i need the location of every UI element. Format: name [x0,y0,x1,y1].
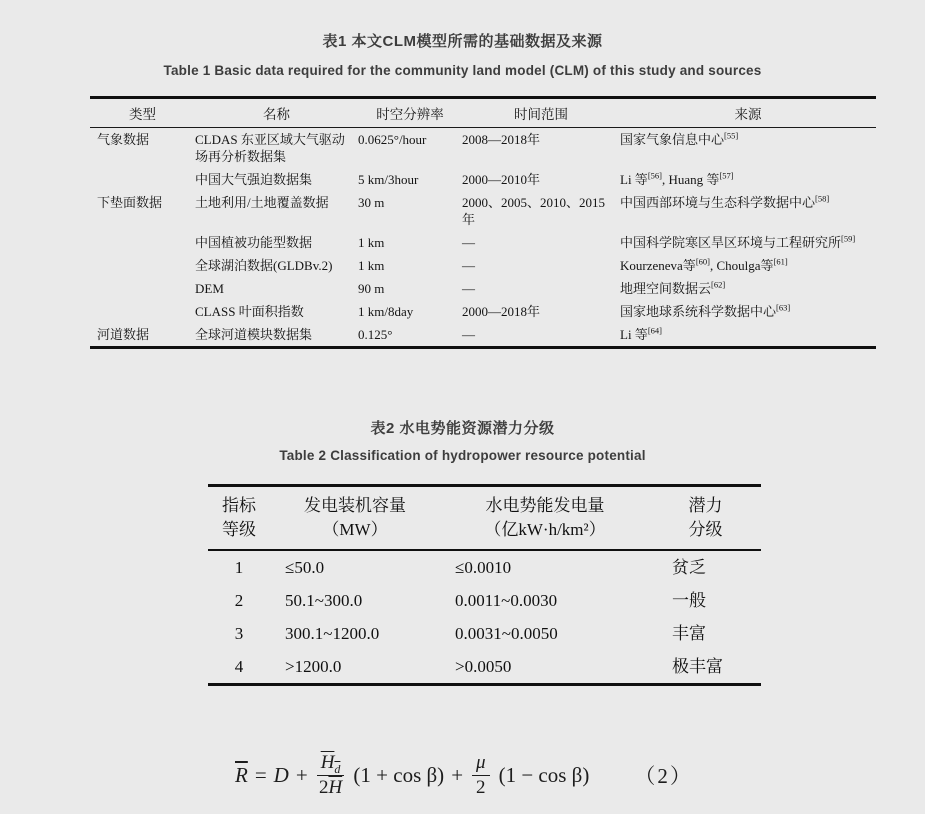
header-line-2: 等级 [222,520,256,539]
reference-marker: [55] [724,130,739,141]
cell-name: DEM [195,281,224,296]
cell-source [620,168,876,191]
cell-period: 2000、2005、2010、2015年 [462,195,606,227]
cell-source [620,323,876,348]
table-cell: ≤0.0010 [455,558,512,577]
cell-type [90,277,195,300]
table-row [90,128,876,169]
column-header: 时空分辨率 [358,98,462,128]
table-cell: 50.1~300.0 [285,591,363,610]
cell-resolution: 0.125° [358,327,393,342]
table2-header-row [208,486,761,551]
source-text: , Huang 等 [661,172,720,187]
column-header [650,486,761,551]
cell-period: — [462,258,475,273]
cell-resolution: 5 km/3hour [358,172,419,187]
header-line-2: （MW） [322,520,388,539]
equation-term-D: D [273,762,289,787]
table1-body [90,128,876,348]
table-row [90,277,876,300]
table-row [90,191,876,231]
table-cell: >0.0050 [455,657,512,676]
cell-resolution: 1 km/8day [358,304,414,319]
source-text: , Choulga等 [709,258,774,273]
table-cell: ≤50.0 [285,558,325,577]
reference-marker: [61] [773,256,788,267]
cell-source [620,254,876,277]
cell-period: — [462,281,475,296]
header-line-1: 潜力 [688,496,723,515]
table-cell: 贫乏 [672,558,706,577]
table-cell: >1200.0 [285,657,342,676]
equation-plus-2: + [451,762,464,787]
table-row [90,254,876,277]
column-header: 类型 [90,98,195,128]
fraction2-numerator: μ [472,752,490,776]
cell-source [620,128,876,169]
source-text: Kourzeneva等 [620,258,696,273]
source-text: Li 等 [620,327,648,342]
equation-plus: + [295,762,308,787]
table2-caption-zh: 表2 水电势能资源潜力分级 [370,420,555,437]
table-row [90,300,876,323]
header-line-1: 发电装机容量 [304,496,406,515]
cell-period: 2000—2010年 [462,172,541,187]
reference-marker: [56] [647,170,662,181]
cell-name: CLASS 叶面积指数 [195,304,304,319]
source-text: 中国西部环境与生态科学数据中心 [620,195,816,210]
source-text: 中国科学院寒区旱区环境与工程研究所 [620,235,842,250]
reference-marker: [59] [841,233,856,244]
header-line-2: （亿kW·h/km²） [484,520,606,539]
table-cell: 0.0031~0.0050 [455,624,558,643]
cell-type [90,254,195,277]
table1-caption-en: Table 1 Basic data required for the community land model (CLM) of this study and sources [163,63,762,78]
equation-term-2: (1 − cos β) [498,762,590,787]
cell-resolution: 1 km [358,258,385,273]
cell-period: — [462,327,475,342]
cell-type [90,300,195,323]
column-header [208,486,270,551]
reference-marker: [57] [719,170,734,181]
cell-name: 土地利用/土地覆盖数据 [195,195,329,210]
header-line-2: 分级 [688,520,723,539]
equation-2 [235,740,693,810]
table1-header [90,98,876,128]
cell-source [620,300,876,323]
reference-marker: [63] [776,302,791,313]
table-row [90,323,876,348]
cell-period: 2000—2018年 [462,304,541,319]
equation-number: （2） [634,764,693,788]
cell-type: 气象数据 [97,132,150,147]
cell-resolution: 1 km [358,235,385,250]
table-row [208,550,761,584]
cell-resolution: 0.0625°/hour [358,132,427,147]
cell-type [90,168,195,191]
reference-marker: [60] [695,256,710,267]
table-cell: 3 [234,624,244,643]
equation-term-1: (1 + cos β) [353,762,445,787]
column-header: 名称 [195,98,358,128]
equation-fraction-1 [317,752,345,799]
table1-basic-data [90,96,876,349]
table-row [90,168,876,191]
cell-period: 2008—2018年 [462,132,541,147]
table-cell: 0.0011~0.0030 [455,591,558,610]
source-text: 地理空间数据云 [620,281,712,296]
cell-name: 全球湖泊数据(GLDBv.2) [195,258,333,273]
header-line-1: 指标 [222,496,256,515]
table1-caption-zh: 表1 本文CLM模型所需的基础数据及来源 [322,33,603,50]
cell-name: 中国植被功能型数据 [195,235,313,250]
table-cell: 2 [234,591,244,610]
cell-type: 下垫面数据 [97,195,163,210]
cell-source [620,277,876,300]
equation-equals: = [254,762,267,787]
table-cell: 1 [234,558,244,577]
column-header: 时间范围 [462,98,620,128]
table-row [208,617,761,650]
column-header [440,486,650,551]
table-cell: 300.1~1200.0 [285,624,380,643]
table-cell: 丰富 [672,624,706,643]
table2-header [208,486,761,551]
cell-period: — [462,235,475,250]
fraction2-denominator: 2 [476,776,486,798]
equation-fraction-2 [472,752,490,799]
cell-type: 河道数据 [97,327,150,342]
table-cell: 极丰富 [672,657,723,676]
cell-name: 中国大气强迫数据集 [195,172,313,187]
table2-caption-en: Table 2 Classification of hydropower resource potential [279,448,646,463]
table2-body [208,550,761,685]
cell-name: 全球河道模块数据集 [195,327,313,342]
table1-header-row [90,98,876,128]
table-cell: 4 [234,657,244,676]
table-row [208,584,761,617]
cell-name: CLDAS 东亚区域大气驱动场再分析数据集 [195,132,345,164]
reference-marker: [62] [711,279,726,290]
table-row [208,650,761,685]
cell-resolution: 30 m [358,195,385,210]
cell-source [620,231,876,254]
column-header: 来源 [620,98,876,128]
cell-resolution: 90 m [358,281,385,296]
source-text: 国家地球系统科学数据中心 [620,304,777,319]
fraction1-denominator: $2\overline{H}$ [318,776,343,798]
header-line-1: 水电势能发电量 [485,496,605,515]
fraction1-numerator: $H_d$ [317,752,345,776]
equation-lhs: $\overline{R}$ [235,762,248,787]
table-cell: 一般 [672,591,706,610]
column-header [270,486,440,551]
source-text: Li 等 [620,172,648,187]
cell-type [90,231,195,254]
reference-marker: [64] [647,325,662,336]
table-row [90,231,876,254]
table2-classification [208,484,761,686]
source-text: 国家气象信息中心 [620,132,725,147]
cell-source [620,191,876,231]
reference-marker: [58] [815,193,830,204]
